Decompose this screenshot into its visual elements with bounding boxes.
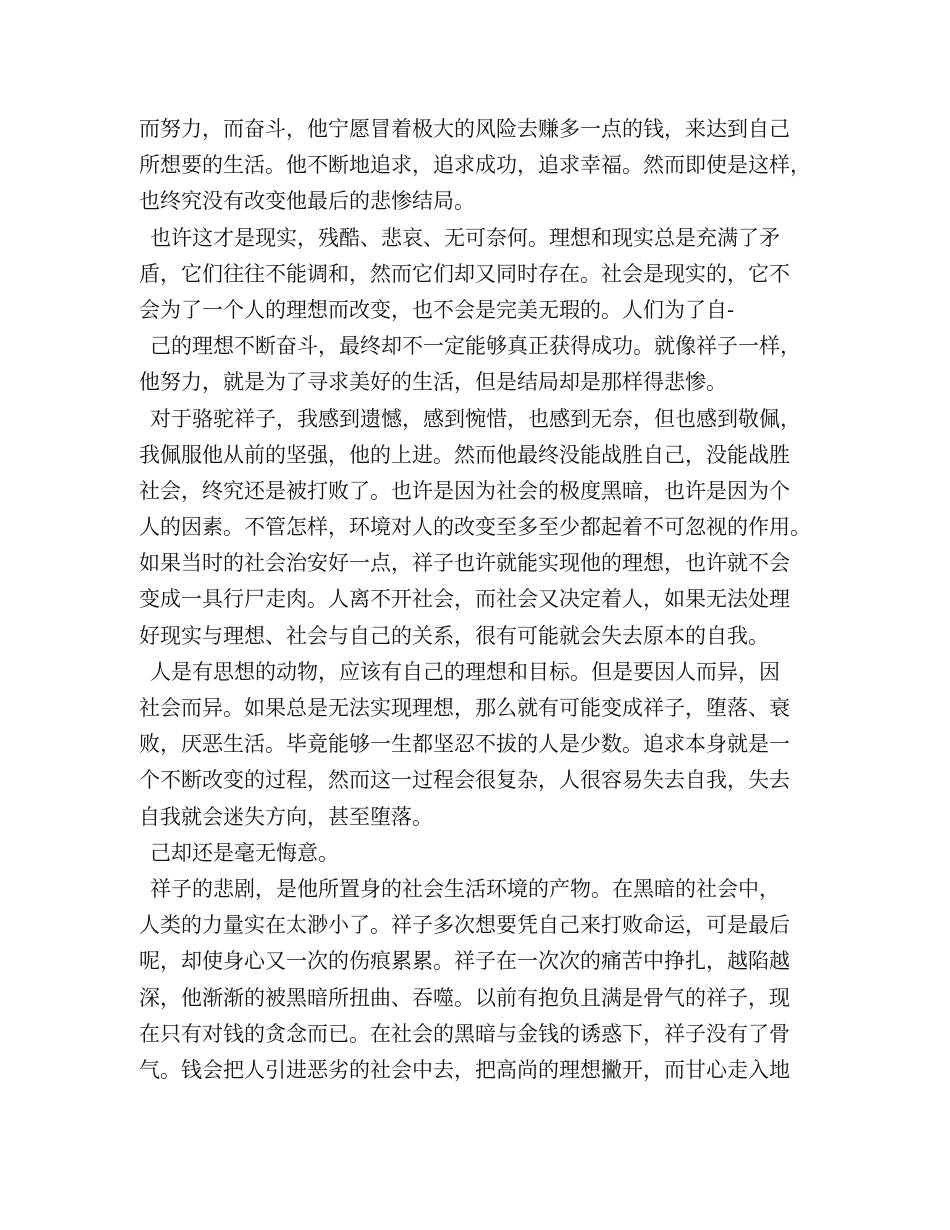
text-line: 己的理想不断奋斗，最终却不一定能够真正获得成功。就像祥子一样，: [150, 334, 801, 359]
text-line: 气。钱会把人引进恶劣的社会中去，把高尚的理想撇开，而甘心走入地: [139, 1057, 790, 1082]
text-line: 呢，却使身心又一次的伤痕累累。祥子在一次次的痛苦中挣扎，越陷越: [139, 949, 790, 974]
text-line: 他努力，就是为了寻求美好的生活，但是结局却是那样得悲惨。: [139, 370, 727, 395]
essay-body-text: [139, 111, 829, 1088]
text-line: 也终究没有改变他最后的悲惨结局。: [139, 189, 475, 214]
text-line: 人的因素。不管怎样，环境对人的改变至多至少都起着不可忽视的作用。: [139, 515, 811, 540]
paragraph-start-line: 对于骆驼祥子，我感到遗憾，感到惋惜，也感到无奈，但也感到敬佩，: [150, 406, 801, 431]
text-line: 个不断改变的过程，然而这一过程会很复杂，人很容易失去自我，失去: [139, 768, 790, 793]
text-line: 我佩服他从前的坚强，他的上进。然而他最终没能战胜自己，没能战胜: [139, 442, 790, 467]
text-line: 而努力，而奋斗，他宁愿冒着极大的风险去赚多一点的钱，来达到自己: [139, 117, 790, 141]
paragraph-start-line: 人是有思想的动物，应该有自己的理想和目标。但是要因人而异，因: [150, 659, 780, 684]
text-line: 社会而异。如果总是无法实现理想，那么就有可能变成祥子，堕落、衰: [139, 696, 790, 720]
paragraph-start-line: 己却还是毫无悔意。: [150, 840, 339, 865]
text-line: 如果当时的社会治安好一点，祥子也许就能实现他的理想，也许就不会: [139, 551, 790, 576]
text-line: 所想要的生活。他不断地追求，追求成功，追求幸福。然而即使是这样，: [139, 153, 811, 178]
text-line: 好现实与理想、社会与自己的关系，很有可能就会失去原本的自我。: [139, 623, 769, 648]
paragraph-start-line: 也许这才是现实，残酷、悲哀、无可奈何。理想和现实总是充满了矛: [150, 225, 780, 250]
text-line: 人类的力量实在太渺小了。祥子多次想要凭自己来打败命运，可是最后: [139, 913, 790, 938]
text-line: 盾，它们往往不能调和，然而它们却又同时存在。社会是现实的，它不: [139, 261, 790, 286]
text-line: 自我就会迷失方向，甚至堕落。: [139, 804, 433, 829]
text-line: 败，厌恶生活。毕竟能够一生都坚忍不拔的人是少数。追求本身就是一: [139, 732, 790, 757]
paragraph-start-line: 祥子的悲剧，是他所置身的社会生活环境的产物。在黑暗的社会中，: [150, 876, 780, 901]
text-line: 社会，终究还是被打败了。也许是因为社会的极度黑暗，也许是因为个: [139, 478, 790, 503]
text-line: 深，他渐渐的被黑暗所扭曲、吞噬。以前有抱负且满是骨气的祥子，现: [139, 985, 790, 1010]
text-line: 会为了一个人的理想而改变，也不会是完美无瑕的。人们为了自-: [139, 297, 735, 322]
text-line: 在只有对钱的贪念而已。在社会的黑暗与金钱的诱惑下，祥子没有了骨: [139, 1021, 790, 1046]
text-line: 变成一具行尸走肉。人离不开社会，而社会又决定着人，如果无法处理: [139, 587, 790, 612]
